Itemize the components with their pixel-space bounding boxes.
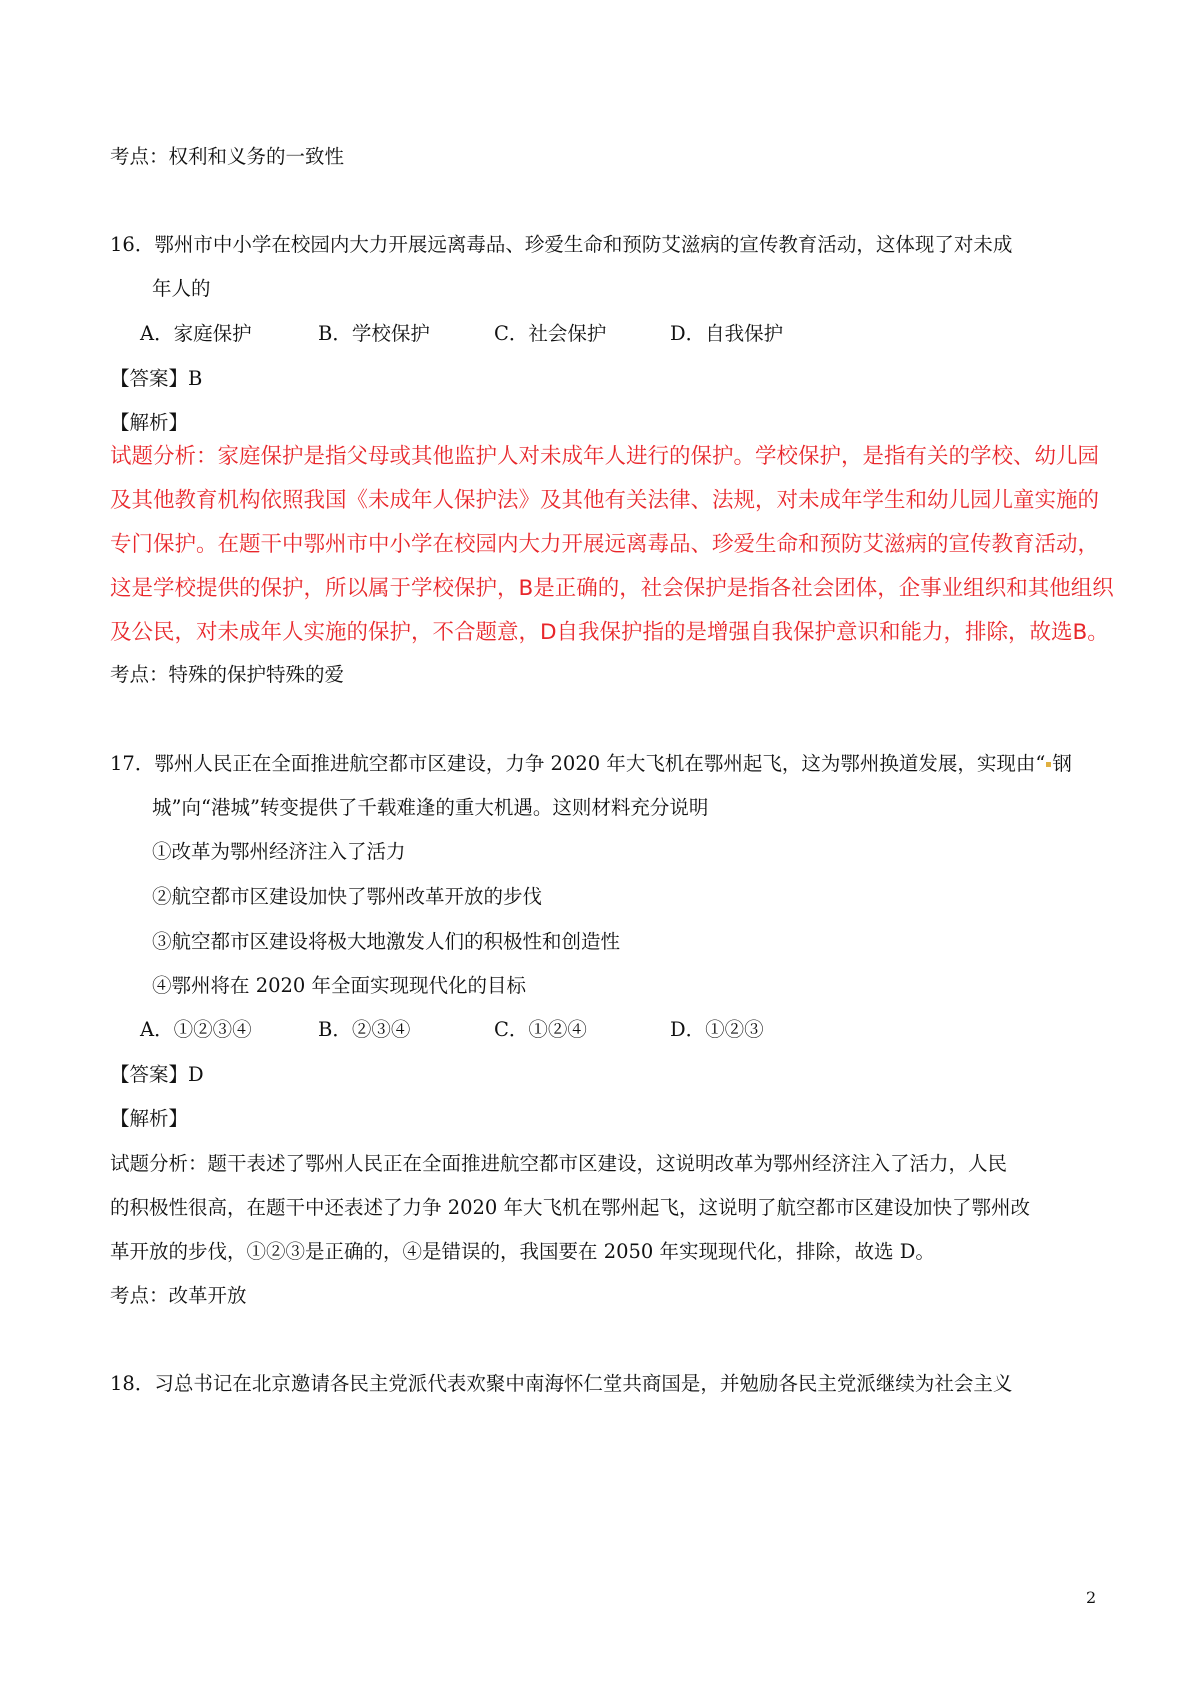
q17-stem-line1-text: 17．鄂州人民正在全面推进航空都市区建设，力争 2020 年大飞机在鄂州起飞，这为鄂州换道发展，实现由“ bbox=[110, 752, 1046, 775]
q17-analysis-line3: 革开放的步伐，①②③是正确的，④是错误的，我国要在 2050 年实现现代化，排除，故选 D。 bbox=[110, 1240, 935, 1263]
q17-analysis-line1: 试题分析：题干表述了鄂州人民正在全面推进航空都市区建设，这说明改革为鄂州经济注入了活力，人民 bbox=[110, 1152, 1008, 1175]
q16-option-a: A．家庭保护 bbox=[140, 322, 252, 345]
q17-point: 考点：改革开放 bbox=[110, 1284, 247, 1307]
q17-item-1: ①改革为鄂州经济注入了活力 bbox=[152, 840, 406, 863]
q16-option-b: B．学校保护 bbox=[318, 322, 430, 345]
q17-option-a: A．①②③④ bbox=[140, 1018, 252, 1041]
q16-analysis-line4: 这是学校提供的保护，所以属于学校保护，B是正确的，社会保护是指各社会团体，企事业组织和其他组织 bbox=[110, 576, 1114, 601]
q16-option-d: D．自我保护 bbox=[670, 322, 784, 345]
q17-item-3: ③航空都市区建设将极大地激发人们的积极性和创造性 bbox=[152, 930, 621, 953]
q16-point: 考点：特殊的保护特殊的爱 bbox=[110, 663, 345, 686]
q17-analysis-label: 【解析】 bbox=[110, 1107, 189, 1130]
q16-stem-line1: 16．鄂州市中小学在校园内大力开展远离毒品、珍爱生命和预防艾滋病的宣传教育活动，这体现了对未成 bbox=[110, 233, 1013, 256]
q17-item-4: ④鄂州将在 2020 年全面实现现代化的目标 bbox=[152, 974, 527, 997]
q18-stem-line1: 18．习总书记在北京邀请各民主党派代表欢聚中南海怀仁堂共商国是，并勉励各民主党派继续为社会主义 bbox=[110, 1372, 1013, 1395]
q16-answer: 【答案】B bbox=[110, 367, 203, 390]
q17-stem-line2: 城”向“港城”转变提供了千载难逢的重大机遇。这则材料充分说明 bbox=[152, 796, 709, 819]
q16-analysis-line3: 专门保护。在题干中鄂州市中小学在校园内大力开展远离毒品、珍爱生命和预防艾滋病的宣传教育活动， bbox=[110, 532, 1100, 557]
q17-option-b: B．②③④ bbox=[318, 1018, 411, 1041]
q16-option-c: C．社会保护 bbox=[494, 322, 607, 345]
q17-option-d: D．①②③ bbox=[670, 1018, 764, 1041]
q17-item-2: ②航空都市区建设加快了鄂州改革开放的步伐 bbox=[152, 885, 543, 908]
q16-analysis-label: 【解析】 bbox=[110, 411, 189, 434]
q16-analysis-line2: 及其他教育机构依照我国《未成年人保护法》及其他有关法律、法规，对未成年学生和幼儿园儿童实施的 bbox=[110, 488, 1100, 513]
q17-analysis-line2: 的积极性很高，在题干中还表述了力争 2020 年大飞机在鄂州起飞，这说明了航空都市区建设加快了鄂州改 bbox=[110, 1196, 1031, 1219]
q16-analysis-line5: 及公民，对未成年人实施的保护，不合题意，D自我保护指的是增强自我保护意识和能力，排除，故选B。 bbox=[110, 620, 1109, 645]
q15-point: 考点：权利和义务的一致性 bbox=[110, 145, 345, 168]
q17-stem-line1 bbox=[110, 751, 1072, 777]
q17-answer: 【答案】D bbox=[110, 1063, 204, 1086]
highlight-mark-icon bbox=[1046, 762, 1051, 767]
q17-option-c: C．①②④ bbox=[494, 1018, 587, 1041]
page-number: 2 bbox=[1086, 1588, 1097, 1607]
q17-stem-line1-end: 钢 bbox=[1052, 752, 1072, 775]
q16-analysis-line1: 试题分析：家庭保护是指父母或其他监护人对未成年人进行的保护。学校保护，是指有关的学校、幼儿园 bbox=[110, 444, 1100, 469]
q16-stem-line2: 年人的 bbox=[152, 277, 211, 300]
